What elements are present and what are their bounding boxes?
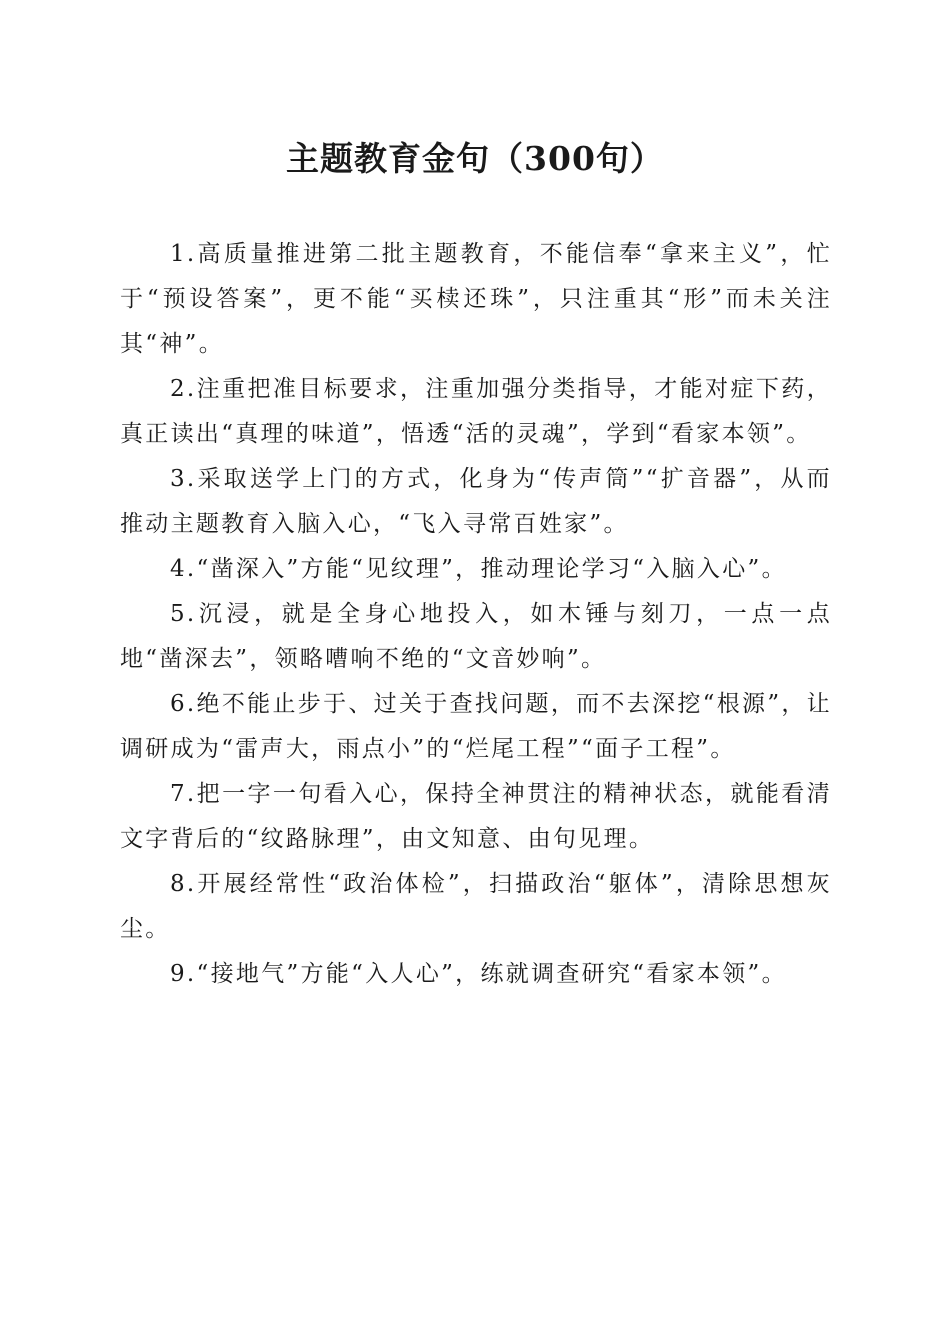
paragraph-3: 3.采取送学上门的方式，化身为“传声筒”“扩音器”，从而推动主题教育入脑入心，“飞入寻常百姓家”。 <box>120 466 832 537</box>
paragraph-9: 9.“接地气”方能“入人心”，练就调查研究“看家本领”。 <box>170 961 787 987</box>
paragraph-8: 8.开展经常性“政治体检”，扫描政治“躯体”，清除思想灰尘。 <box>120 871 832 942</box>
paragraph-7: 7.把一字一句看入心，保持全神贯注的精神状态，就能看清文字背后的“纹路脉理”，由文知意、由句见理。 <box>120 781 832 852</box>
paragraph-5: 5.沉浸，就是全身心地投入，如木锤与刻刀，一点一点地“凿深去”，领略嘈响不绝的“文音妙响”。 <box>120 601 832 672</box>
paragraph-6: 6.绝不能止步于、过关于查找问题，而不去深挖“根源”，让调研成为“雷声大，雨点小”的“烂尾工程”“面子工程”。 <box>120 691 832 762</box>
paragraph-2: 2.注重把准目标要求，注重加强分类指导，才能对症下药，真正读出“真理的味道”，悟透“活的灵魂”，学到“看家本领”。 <box>120 376 832 447</box>
document-body <box>120 232 832 997</box>
paragraph-4: 4.“凿深入”方能“见纹理”，推动理论学习“入脑入心”。 <box>170 556 787 582</box>
paragraph-1: 1.高质量推进第二批主题教育，不能信奉“拿来主义”，忙于“预设答案”，更不能“买椟还珠”，只注重其“形”而未关注其“神”。 <box>120 241 832 357</box>
document-title: 主题教育金句（300句） <box>286 139 664 178</box>
